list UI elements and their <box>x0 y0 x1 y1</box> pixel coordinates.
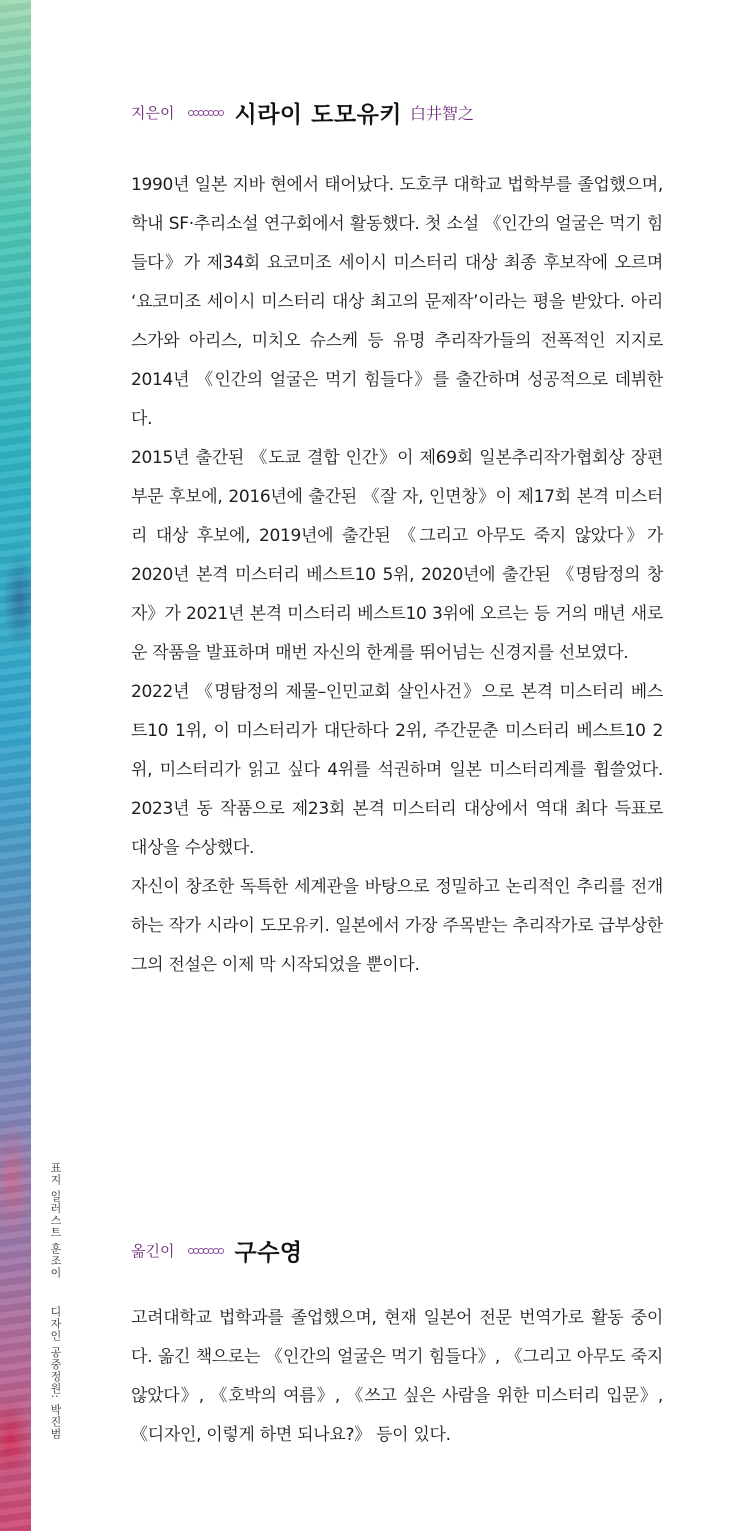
dotted-ornament <box>188 110 223 116</box>
translator-bio-paragraph: 고려대학교 법학과를 졸업했으며, 현재 일본어 전문 번역가로 활동 중이다. 옮긴 책으로는 《인간의 얼굴은 먹기 힘들다》, 《그리고 아무도 죽지 않았다》, 《호박의 여름》, 《쓰고 싶은 사람을 위한 미스터리 입문》, 《디자인, 이렇게 하면 되나요?》 등이 있다. <box>131 1308 663 1445</box>
translator-header <box>131 1234 303 1267</box>
author-bio-paragraph: 1990년 일본 지바 현에서 태어났다. 도호쿠 대학교 법학부를 졸업했으며, 학내 SF·추리소설 연구회에서 활동했다. 첫 소설 《인간의 얼굴은 먹기 힘들다》가 제34회 요코미조 세이시 미스터리 대상 최종 후보작에 오르며 ‘요코미조 세이시 미스터리 대상 최고의 문제작’이라는 평을 받았다. 아리스가와 아리스, 미치오 슈스케 등 유명 추리작가들의 전폭적인 지지로 2014년 《인간의 얼굴은 먹기 힘들다》를 출간하며 성공적으로 데뷔한다. <box>131 175 663 429</box>
dotted-ornament <box>188 1248 223 1254</box>
author-bio-paragraph: 2015년 출간된 《도쿄 결합 인간》이 제69회 일본추리작가협회상 장편 부문 후보에, 2016년에 출간된 《잘 자, 인면창》이 제17회 본격 미스터리 대상 후보에, 2019년에 출간된 《그리고 아무도 죽지 않았다》가 2020년 본격 미스터리 베스트10 5위, 2020년에 출간된 《명탐정의 창자》가 2021년 본격 미스터리 베스트10 3위에 오르는 등 거의 매년 새로운 작품을 발표하며 매번 자신의 한계를 뛰어넘는 신경지를 선보였다. <box>131 448 663 663</box>
author-role-label: 지은이 <box>131 104 175 122</box>
translator-bio <box>131 1299 663 1455</box>
cover-credits <box>47 1162 63 1439</box>
author-name-hanja: 白井智之 <box>410 104 475 123</box>
author-bio <box>131 166 663 985</box>
author-name: 시라이 도모유키 <box>234 102 403 128</box>
design-credit: 디자인 공중정원: 박진범 <box>49 1305 62 1440</box>
author-bio-paragraph: 2022년 《명탐정의 제물–인민교회 살인사건》으로 본격 미스터리 베스트10 1위, 이 미스터리가 대단하다 2위, 주간문춘 미스터리 베스트10 2위, 미스터리가 읽고 싶다 4위를 석권하며 일본 미스터리계를 휩쓸었다. 2023년 동 작품으로 제23회 본격 미스터리 대상에서 역대 최다 득표로 대상을 수상했다. <box>131 682 663 858</box>
illustration-credit: 표지 일러스트 훈조이 <box>49 1162 62 1279</box>
author-bio-paragraph: 자신이 창조한 독특한 세계관을 바탕으로 정밀하고 논리적인 추리를 전개하는 작가 시라이 도모유키. 일본에서 가장 주목받는 추리작가로 급부상한 그의 전설은 이제 막 시작되었을 뿐이다. <box>131 877 663 975</box>
translator-name: 구수영 <box>234 1240 303 1266</box>
cover-art-strip <box>0 0 31 1531</box>
translator-role-label: 옮긴이 <box>131 1242 175 1260</box>
author-header <box>131 96 474 129</box>
